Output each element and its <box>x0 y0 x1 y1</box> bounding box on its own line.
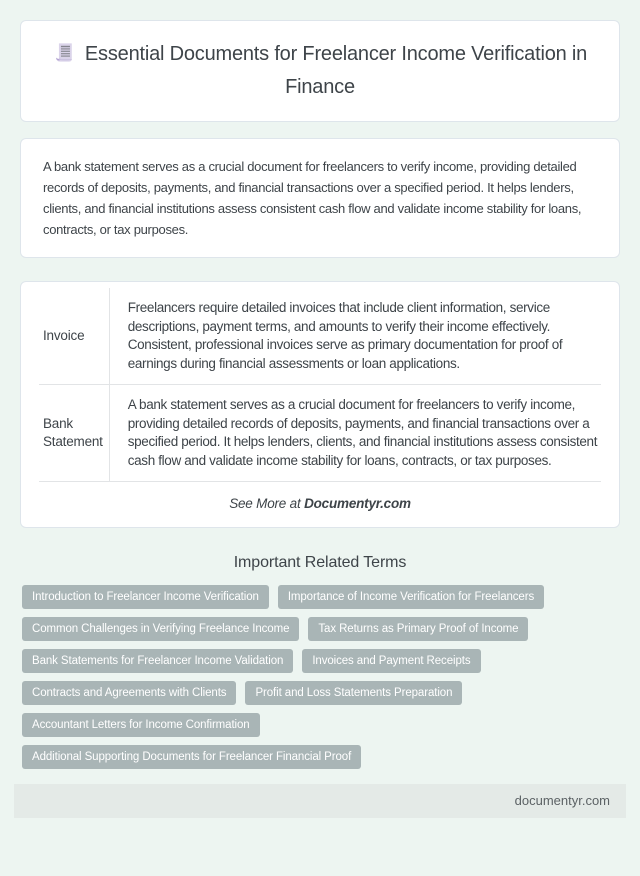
table-row <box>39 288 601 385</box>
related-term-tag[interactable]: Profit and Loss Statements Preparation <box>245 681 462 705</box>
tag-row <box>22 649 618 673</box>
see-more-prefix: See More at <box>229 496 305 511</box>
documents-table <box>39 288 601 482</box>
footer-bar <box>14 784 626 818</box>
description-cell: A bank statement serves as a crucial document for freelancers to verify income, providing detailed records of deposits, payments, and financial transactions over a specified period. It helps lenders, clients, and financial institutions assess consistent cash flow and validate income stability for loans, contracts, or tax purposes. <box>109 385 601 482</box>
related-terms-tags <box>22 585 618 769</box>
related-term-tag[interactable]: Common Challenges in Verifying Freelance Income <box>22 617 299 641</box>
related-terms-heading: Important Related Terms <box>233 554 407 571</box>
tag-row <box>22 617 618 641</box>
related-term-tag[interactable]: Tax Returns as Primary Proof of Income <box>308 617 528 641</box>
page-title <box>45 40 595 102</box>
term-cell: Invoice <box>39 288 109 385</box>
tag-row <box>22 681 618 705</box>
tag-row <box>22 713 618 737</box>
related-term-tag[interactable]: Additional Supporting Documents for Freelancer Financial Proof <box>22 745 361 769</box>
related-term-tag[interactable]: Invoices and Payment Receipts <box>302 649 480 673</box>
tag-row <box>22 745 618 769</box>
related-term-tag[interactable]: Accountant Letters for Income Confirmation <box>22 713 260 737</box>
term-cell: Bank Statement <box>39 385 109 482</box>
intro-paragraph: A bank statement serves as a crucial document for freelancers to verify income, providing detailed records of deposits, payments, and financial transactions over a specified period. It helps lenders, clients, and financial institutions assess consistent cash flow and validate income stability for loans, contracts, or tax purposes. <box>43 159 582 237</box>
description-cell: Freelancers require detailed invoices that include client information, service descriptions, payment terms, and amounts to verify their income effectively. Consistent, professional invoices serve as primary documentation for proof of earnings during financial assessments or loan applications. <box>109 288 601 385</box>
page-title-text: Essential Documents for Freelancer Income Verification in Finance <box>84 43 588 98</box>
footer-site-label: documentyr.com <box>514 793 610 808</box>
related-term-tag[interactable]: Importance of Income Verification for Freelancers <box>278 585 544 609</box>
tag-row <box>22 585 618 609</box>
see-more-line <box>39 496 601 515</box>
definition-table-card <box>20 281 620 528</box>
see-more-brand-link[interactable]: Documentyr.com <box>304 496 411 511</box>
title-card <box>20 20 620 122</box>
related-term-tag[interactable]: Contracts and Agreements with Clients <box>22 681 236 705</box>
intro-card <box>20 138 620 258</box>
receipt-icon <box>53 41 76 73</box>
related-term-tag[interactable]: Introduction to Freelancer Income Verification <box>22 585 269 609</box>
table-row <box>39 385 601 482</box>
related-term-tag[interactable]: Bank Statements for Freelancer Income Validation <box>22 649 293 673</box>
